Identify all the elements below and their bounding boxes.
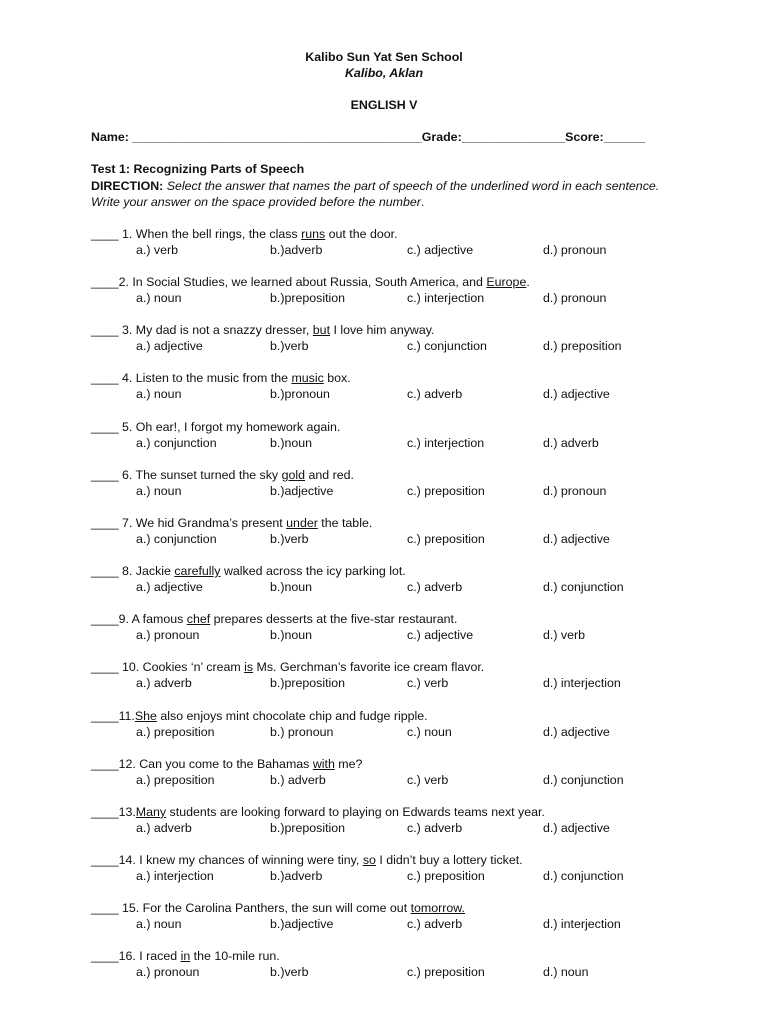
underlined-word: Europe	[486, 275, 527, 290]
question-item	[91, 756, 711, 788]
score-label: Score:	[565, 130, 604, 144]
question-text	[91, 419, 711, 435]
answer-option: c.) adjective	[407, 243, 474, 257]
answer-options	[91, 386, 711, 402]
answer-option: c.) verb	[407, 772, 449, 787]
grade-blank: _______________	[461, 130, 566, 144]
answer-option: b.)adjective	[270, 917, 334, 932]
student-info-line	[91, 130, 645, 144]
answer-option: c.) adverb	[407, 580, 463, 595]
answer-option: d.) verb	[543, 628, 586, 643]
question-text-part: the table.	[317, 515, 373, 530]
answer-options	[91, 964, 711, 980]
answer-option: a.) verb	[136, 243, 179, 257]
answer-option: d.) conjunction	[543, 868, 624, 883]
answer-option: c.) adverb	[407, 820, 463, 835]
underlined-word: in	[180, 949, 191, 964]
question-text-part: ____11.	[91, 708, 135, 723]
answer-options	[91, 868, 711, 884]
answer-option: b.)noun	[270, 628, 313, 643]
underlined-word: with	[312, 756, 335, 771]
answer-options	[91, 579, 711, 595]
answer-options	[91, 435, 711, 451]
answer-option: d.) pronoun	[543, 483, 607, 498]
answer-option: a.) preposition	[136, 724, 215, 739]
question-item	[91, 274, 711, 306]
answer-options	[91, 483, 711, 499]
question-item	[91, 226, 711, 258]
answer-options	[91, 338, 711, 354]
answer-option: c.) interjection	[407, 435, 485, 450]
answer-option: d.) adverb	[543, 435, 599, 450]
question-text-part: out the door.	[325, 227, 398, 241]
answer-option: a.) interjection	[136, 868, 214, 883]
question-item	[91, 708, 711, 740]
answer-option: c.) conjunction	[407, 339, 487, 354]
question-text-part: ____ 5. Oh ear!, I forgot my homework again.	[91, 419, 341, 434]
answer-option: b.)adverb	[270, 868, 323, 883]
question-item	[91, 322, 711, 354]
answer-options	[91, 242, 711, 258]
direction-end: .	[420, 195, 425, 209]
underlined-word: but	[312, 323, 331, 338]
question-item	[91, 515, 711, 547]
answer-option: a.) adverb	[136, 676, 192, 691]
answer-option: b.)noun	[270, 580, 313, 595]
score-blank: ______	[603, 130, 646, 144]
answer-option: a.) conjunction	[136, 531, 217, 546]
question-text	[91, 708, 711, 724]
question-text-part: ____ 1. When the bell rings, the class	[91, 227, 302, 241]
grade-label: Grade:	[421, 130, 462, 144]
subject-title: ENGLISH V	[350, 98, 418, 112]
answer-options	[91, 290, 711, 306]
answer-options	[91, 675, 711, 691]
answer-option: a.) noun	[136, 291, 182, 306]
question-text	[91, 804, 711, 820]
name-label: Name:	[91, 130, 133, 144]
answer-option: d.) pronoun	[543, 243, 607, 257]
underlined-word: runs	[301, 227, 326, 241]
question-text	[91, 852, 711, 868]
answer-option: c.) adverb	[407, 387, 463, 402]
question-text	[91, 370, 711, 386]
question-text	[91, 226, 711, 242]
answer-option: d.) adjective	[543, 820, 610, 835]
question-text	[91, 756, 711, 772]
question-text-part: box.	[323, 371, 351, 386]
answer-options	[91, 627, 711, 643]
question-text-part: ____13.	[91, 804, 136, 819]
answer-option: b.)verb	[270, 531, 309, 546]
question-item	[91, 804, 711, 836]
underlined-word: so	[362, 852, 376, 867]
underlined-word: chef	[186, 612, 211, 627]
underlined-word: under	[286, 515, 318, 530]
underlined-word: Many	[135, 804, 167, 819]
answer-option: d.) interjection	[543, 676, 621, 691]
answer-option: b.)preposition	[270, 820, 346, 835]
question-text-part: I love him anyway.	[330, 323, 435, 338]
answer-option: c.) verb	[407, 676, 449, 691]
question-item	[91, 611, 711, 643]
direction-body: Select the answer that names the part of speech of the underlined word in each sentence. Write your answer on the space provided before the number	[91, 179, 660, 209]
name-blank: __________________________________________	[132, 130, 422, 144]
school-location: Kalibo, Aklan	[344, 66, 424, 80]
answer-option: c.) preposition	[407, 868, 485, 883]
answer-option: d.) adjective	[543, 531, 610, 546]
question-text-part: walked across the icy parking lot.	[220, 564, 406, 579]
question-item	[91, 659, 711, 691]
question-text-part: ____16. I raced	[91, 949, 181, 964]
question-item	[91, 467, 711, 499]
answer-option: a.) noun	[136, 387, 182, 402]
test-title: Test 1: Recognizing Parts of Speech	[91, 162, 305, 176]
answer-option: a.) adverb	[136, 820, 192, 835]
answer-option: d.) conjunction	[543, 772, 624, 787]
answer-option: a.) noun	[136, 483, 182, 498]
answer-option: a.) preposition	[136, 772, 215, 787]
answer-option: b.)preposition	[270, 676, 346, 691]
question-text-part: I didn’t buy a lottery ticket.	[375, 852, 523, 867]
question-text	[91, 611, 711, 627]
question-text	[91, 274, 711, 290]
answer-option: d.) noun	[543, 965, 589, 980]
underlined-word: She	[134, 708, 157, 723]
question-text-part: ____ 6. The sunset turned the sky	[91, 467, 282, 482]
question-item	[91, 852, 711, 884]
answer-option: d.) preposition	[543, 339, 622, 354]
question-text	[91, 563, 711, 579]
question-text-part: ____9. A famous	[91, 612, 187, 627]
answer-option: d.) adjective	[543, 387, 610, 402]
question-text-part: students are looking forward to playing on Edwards teams next year.	[166, 804, 545, 819]
question-text-part: ____ 7. We hid Grandma’s present	[91, 515, 287, 530]
question-text-part: ____ 10. Cookies ‘n’ cream	[91, 660, 245, 675]
underlined-word: tomorrow.	[410, 901, 465, 916]
answer-option: c.) preposition	[407, 483, 485, 498]
question-item	[91, 948, 711, 980]
answer-options	[91, 916, 711, 932]
answer-option: b.)adverb	[270, 243, 323, 257]
direction-label: DIRECTION:	[91, 179, 164, 193]
question-text	[91, 322, 711, 338]
question-text-part: Ms. Gerchman’s favorite ice cream flavor.	[253, 660, 485, 675]
question-item	[91, 370, 711, 402]
underlined-word: is	[244, 660, 254, 675]
underlined-word: gold	[281, 467, 306, 482]
underlined-word: music	[291, 371, 324, 386]
question-text	[91, 948, 711, 964]
answer-options	[91, 531, 711, 547]
question-text-part: the 10-mile run.	[190, 949, 280, 964]
answer-option: a.) pronoun	[136, 965, 200, 980]
answer-option: a.) conjunction	[136, 435, 217, 450]
answer-option: b.) adverb	[270, 772, 326, 787]
question-text-part: prepares desserts at the five-star restaurant.	[210, 612, 458, 627]
answer-option: b.)pronoun	[270, 387, 330, 402]
answer-option: b.)noun	[270, 435, 313, 450]
answer-option: c.) noun	[407, 724, 452, 739]
answer-option: d.) interjection	[543, 917, 621, 932]
answer-option: b.)adjective	[270, 483, 334, 498]
answer-option: b.)verb	[270, 339, 309, 354]
answer-options	[91, 724, 711, 740]
answer-option: c.) preposition	[407, 531, 485, 546]
question-text-part: ____ 4. Listen to the music from the	[91, 371, 292, 386]
answer-option: c.) adjective	[407, 628, 474, 643]
question-text-part: ____14. I knew my chances of winning were tiny,	[91, 852, 363, 867]
question-text-part: ____2. In Social Studies, we learned about Russia, South America, and	[91, 275, 487, 290]
question-text-part: .	[526, 275, 530, 290]
underlined-word: carefully	[174, 564, 221, 579]
question-text	[91, 515, 711, 531]
answer-option: a.) pronoun	[136, 628, 200, 643]
answer-options	[91, 820, 711, 836]
answer-option: b.)preposition	[270, 291, 346, 306]
question-text-part: me?	[334, 756, 363, 771]
answer-option: c.) adverb	[407, 917, 463, 932]
question-text-part: ____ 3. My dad is not a snazzy dresser,	[91, 323, 313, 338]
answer-option: a.) noun	[136, 917, 182, 932]
question-text	[91, 900, 711, 916]
question-text-part: also enjoys mint chocolate chip and fudge ripple.	[156, 708, 428, 723]
question-text-part: and red.	[305, 467, 354, 482]
answer-option: c.) interjection	[407, 291, 485, 306]
school-name: Kalibo Sun Yat Sen School	[305, 50, 463, 64]
answer-option: b.) pronoun	[270, 724, 334, 739]
answer-option: c.) preposition	[407, 965, 485, 980]
answer-option: a.) adjective	[136, 339, 203, 354]
question-item	[91, 563, 711, 595]
question-text	[91, 467, 711, 483]
answer-option: d.) adjective	[543, 724, 610, 739]
answer-option: d.) pronoun	[543, 291, 607, 306]
question-text-part: ____ 15. For the Carolina Panthers, the sun will come out	[91, 901, 411, 916]
direction-text	[91, 178, 671, 210]
question-item	[91, 900, 711, 932]
question-text-part: ____12. Can you come to the Bahamas	[91, 756, 313, 771]
answer-option: a.) adjective	[136, 580, 203, 595]
question-text-part: ____ 8. Jackie	[91, 564, 175, 579]
question-item	[91, 419, 711, 451]
answer-option: b.)verb	[270, 965, 309, 980]
answer-options	[91, 772, 711, 788]
answer-option: d.) conjunction	[543, 580, 624, 595]
question-text	[91, 659, 711, 675]
